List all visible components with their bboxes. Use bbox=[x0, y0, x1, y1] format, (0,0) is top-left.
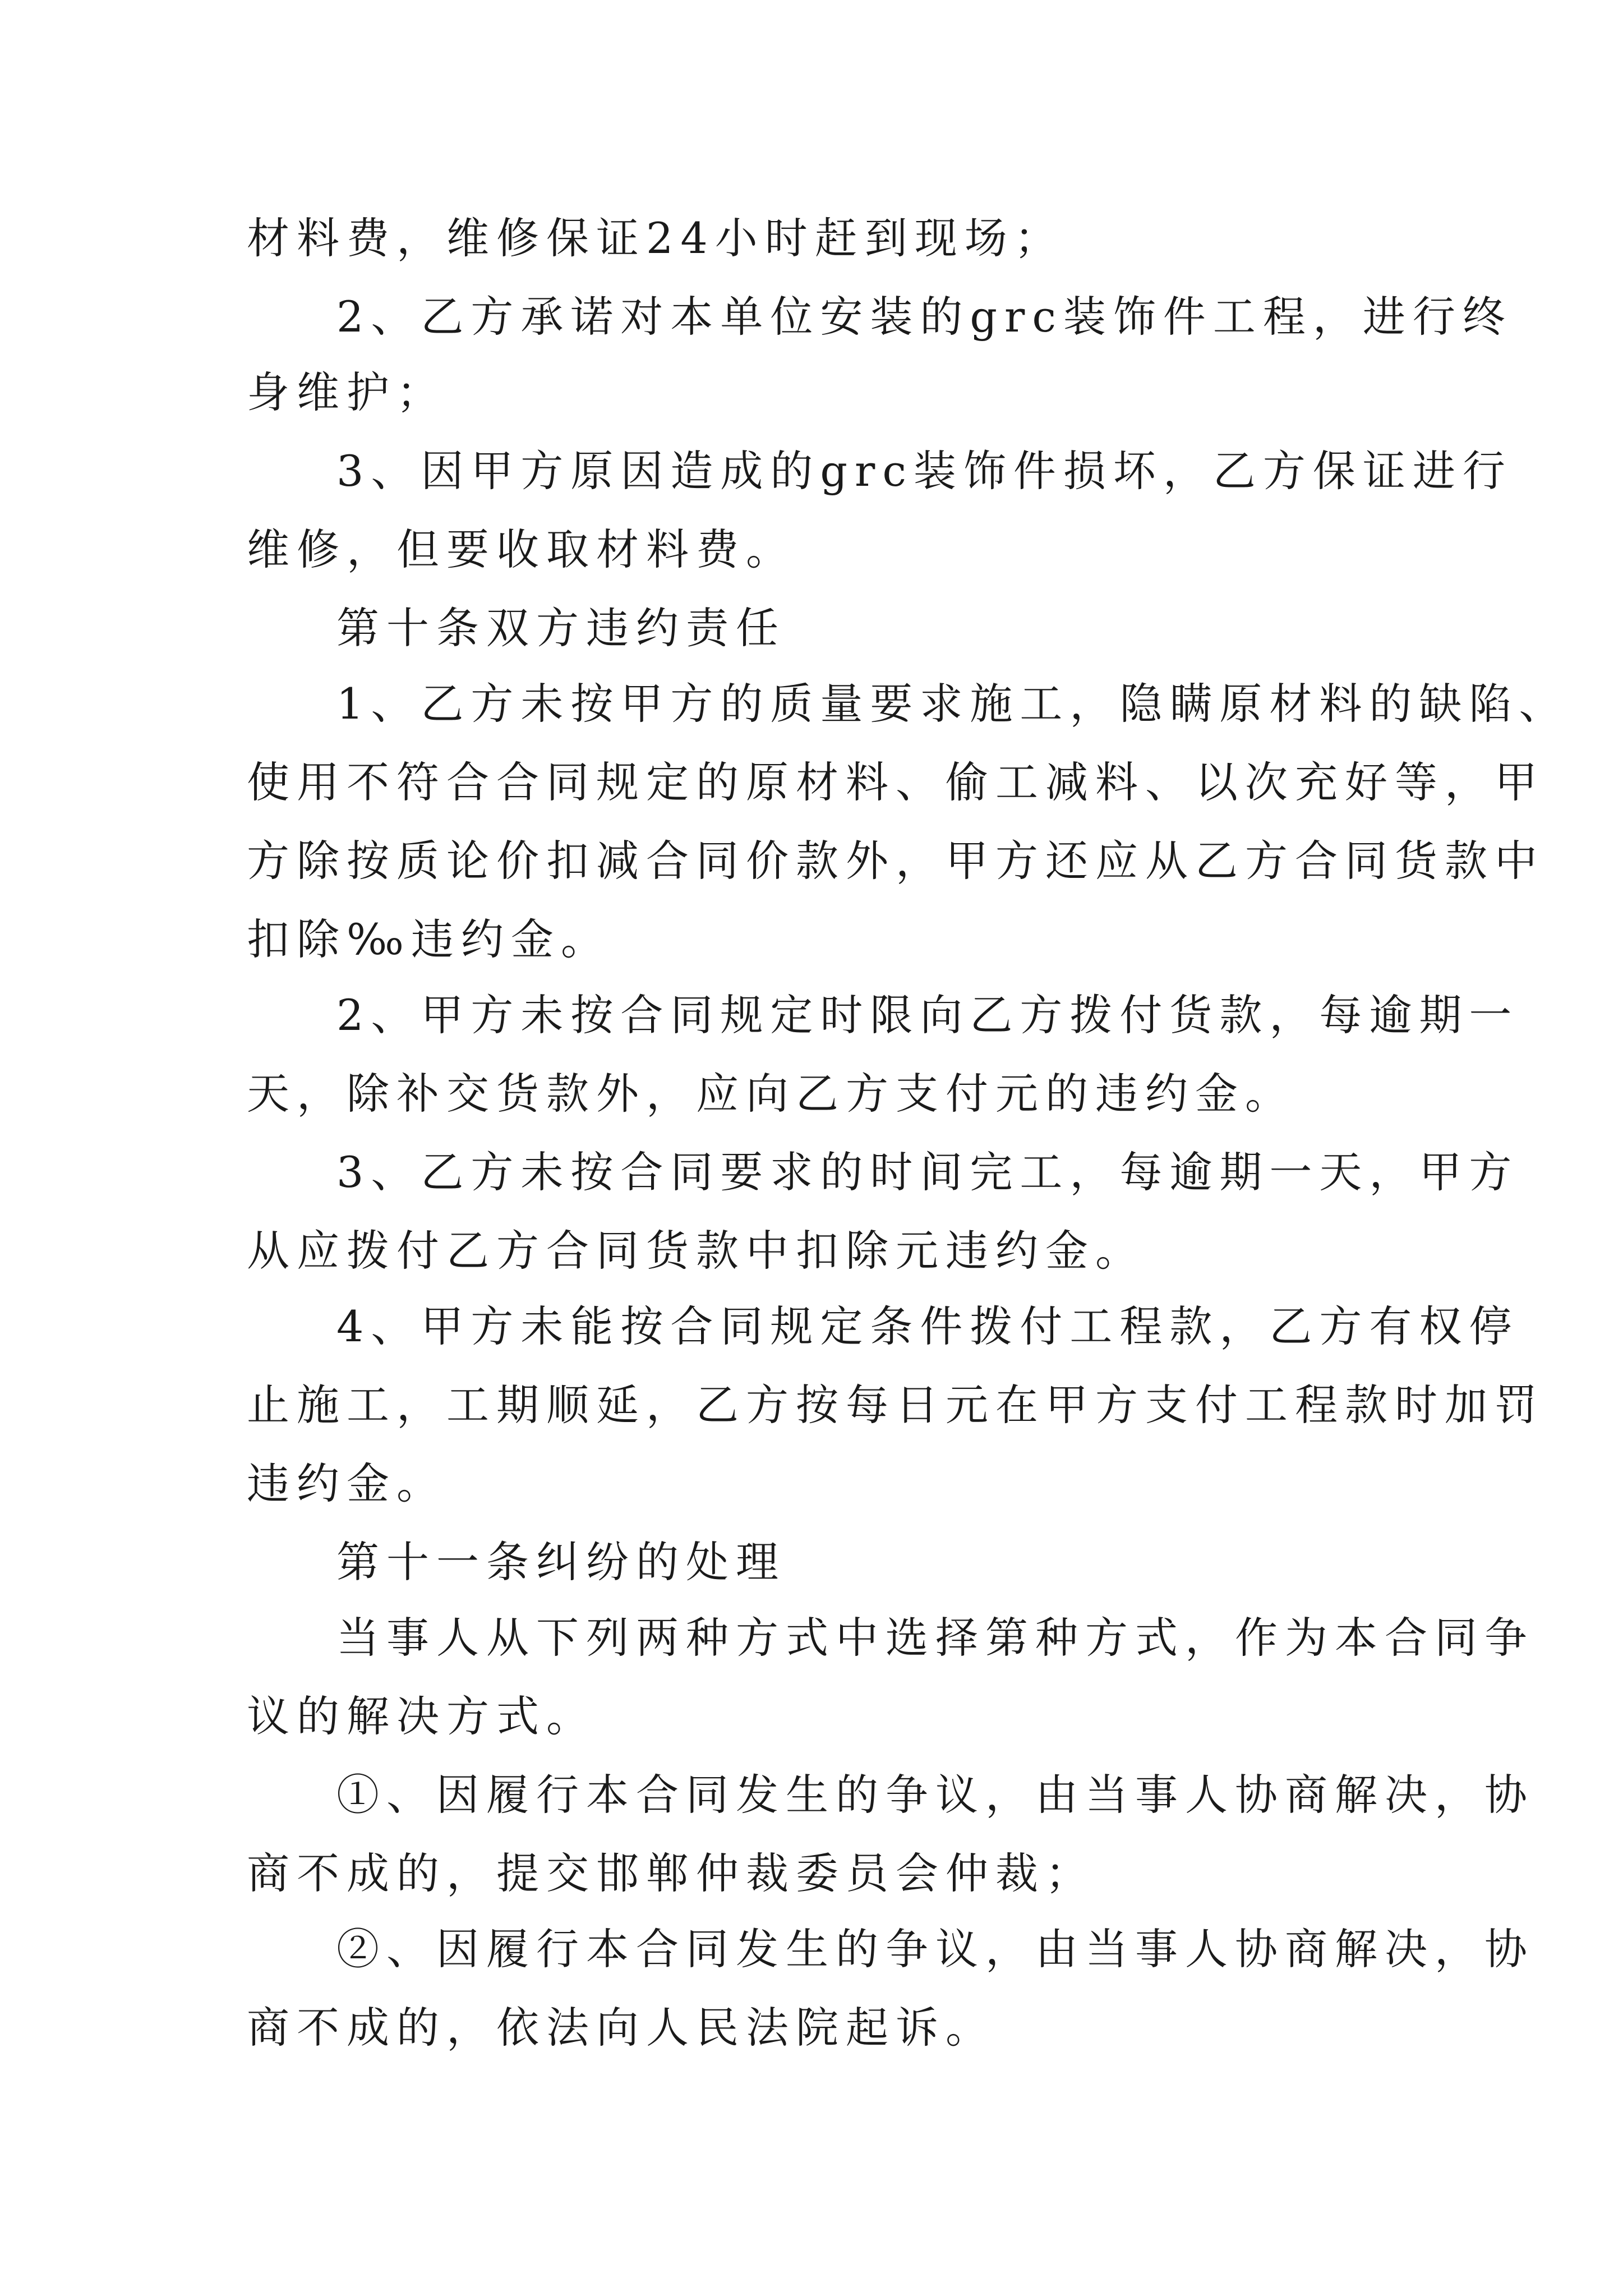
text-line: 4、甲方未能按合同规定条件拨付工程款，乙方有权停 bbox=[336, 1301, 1519, 1351]
text-line: 3、乙方未按合同要求的时间完工，每逾期一天，甲方 bbox=[336, 1147, 1519, 1197]
text-line: 维修，但要收取材料费。 bbox=[247, 524, 796, 574]
text-line: 2、乙方承诺对本单位安装的grc装饰件工程，进行终 bbox=[336, 292, 1513, 342]
section-heading: 第十一条纠纷的处理 bbox=[336, 1537, 786, 1587]
text-line: 1、乙方未按甲方的质量要求施工，隐瞒原材料的缺陷、 bbox=[336, 679, 1569, 729]
text-line: 从应拨付乙方合同货款中扣除元违约金。 bbox=[247, 1226, 1145, 1276]
text-line: 商不成的，提交邯郸仲裁委员会仲裁； bbox=[247, 1848, 1095, 1898]
section-heading: 第十条双方违约责任 bbox=[336, 603, 786, 653]
text-line: ①、因履行本合同发生的争议，由当事人协商解决，协 bbox=[336, 1770, 1534, 1820]
text-line: 2、甲方未按合同规定时限向乙方拨付货款，每逾期一 bbox=[336, 990, 1519, 1040]
text-line: 商不成的，依法向人民法院起诉。 bbox=[247, 2003, 995, 2053]
text-line: 3、因甲方原因造成的grc装饰件损坏，乙方保证进行 bbox=[336, 446, 1513, 496]
text-line: 止施工，工期顺延，乙方按每日元在甲方支付工程款时加罚 bbox=[247, 1380, 1544, 1430]
text-line: 身维护； bbox=[247, 367, 446, 417]
text-line: 当事人从下列两种方式中选择第种方式，作为本合同争 bbox=[336, 1613, 1534, 1663]
text-line: 违约金。 bbox=[247, 1458, 446, 1508]
text-line: 扣除‰违约金。 bbox=[247, 914, 611, 964]
text-line: 方除按质论价扣减合同价款外，甲方还应从乙方合同货款中 bbox=[247, 836, 1544, 886]
text-line: 议的解决方式。 bbox=[247, 1691, 596, 1741]
text-line: 材料费，维修保证24小时赶到现场； bbox=[247, 213, 1064, 263]
text-line: 天，除补交货款外，应向乙方支付元的违约金。 bbox=[247, 1069, 1295, 1119]
text-line: 使用不符合合同规定的原材料、偷工减料、以次充好等，甲 bbox=[247, 757, 1544, 807]
text-line: ②、因履行本合同发生的争议，由当事人协商解决，协 bbox=[336, 1924, 1534, 1974]
